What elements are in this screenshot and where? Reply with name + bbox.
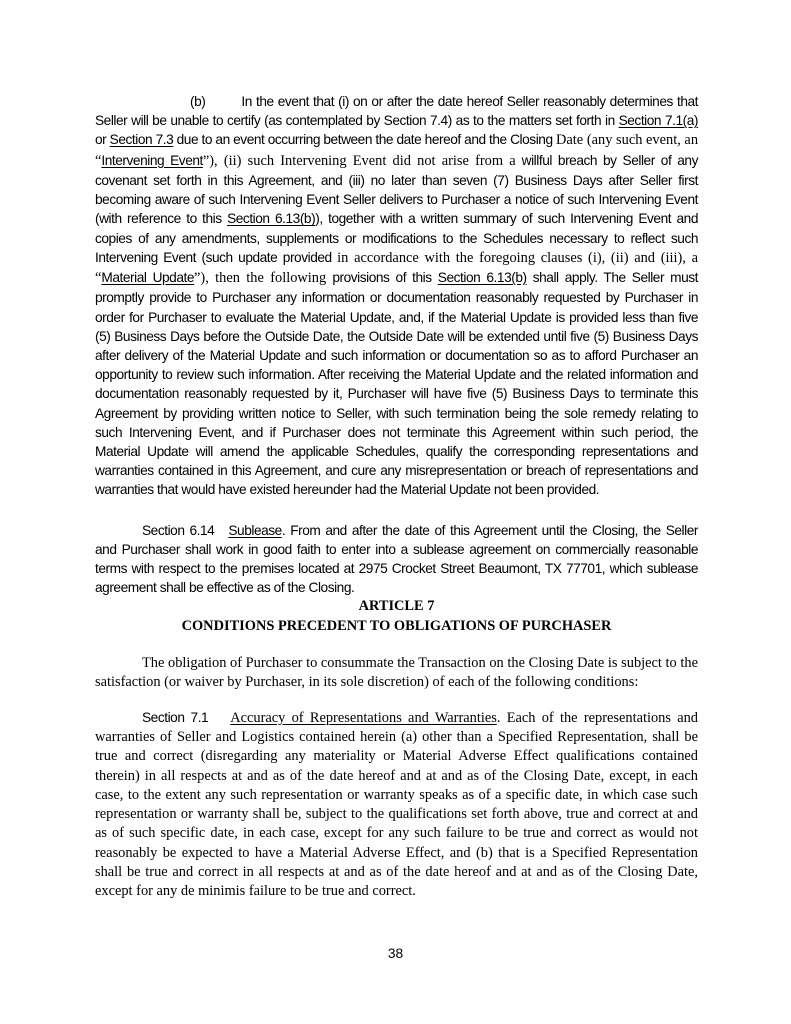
clause-label: (b) [190,94,206,109]
article-intro: The obligation of Purchaser to consummate the Transaction on the Closing Date is subject to the satisfaction (or waiver by Purchaser, in its sole discretion) of each of the following conditions: [95,655,698,691]
defined-term-material-update: Material Update [101,270,195,286]
paragraph-text: Date (any such event, an “ [95,132,699,169]
paragraph-text: willful breach by Seller of any covenant set forth in this Agreement, and (iii) no later than seven (7) Business Days after Seller first becoming aware of such Intervening Event Seller delivers to Purchaser a notice of such Intervening Event (with reference to this [95,152,698,227]
section-number: Section 6.14 [142,522,215,538]
page-number: 38 [387,946,404,961]
paragraph-text: shall apply. The Seller must promptly provide to Purchaser any information or documentation reasonably requested by Purchaser in order for Purchaser to evaluate the Material Update, and, if the Material Update is provided less than five (5) Business Days before the Outside Date, the Outside Date will be extended until five (5) Business Days after delivery of the Material Update and such information or documentation so as to afford Purchaser an opportunity to review such information. After receiving the Material Update and the related information and documentation reasonably requested by it, Purchaser will have five (5) Business Days to terminate this Agreement by providing written notice to Seller, with such termination being the sole remedy relating to such Intervening Event, and if Purchaser does not terminate this Agreement within such period, the Material Update will amend the applicable Schedules, qualify the corresponding representations and warranties contained in this Agreement, and cure any misrepresentation or breach of representations and warranties that would have existed hereunder had the Material Update not been provided. [95,270,699,498]
paragraph-section-7-1 [95,708,698,902]
article-number: ARTICLE 7 [358,598,435,615]
section-reference-7-3: Section 7.3 [109,132,174,148]
section-reference-6-13b: Section 6.13(b) [437,270,527,286]
paragraph-section-6-13b [95,92,698,500]
page-content [95,92,698,902]
section-title: Accuracy of Representations and Warranties [230,709,497,726]
paragraph-text: in accordance with the foregoing clauses (i), (ii) and (iii), a “ [95,249,698,287]
section-title: Sublease [228,522,282,538]
paragraph-text: ”), then the following [194,270,327,287]
paragraph-text: . From and after the date of this Agreement until the Closing, the Seller and Purchaser shall work in good faith to enter into a sublease agreement on commercially reasonable terms with respect to the premises located at 2975 Crocket Street Beaumont, TX 77701, which sublease agreement shall be effective as of the Closing. [95,522,698,596]
paragraph-text: provisions of this [326,270,438,286]
paragraph-text: . Each of the representations and warranties of Seller and Logistics contained herein (a) other than a Specified Representation, shall be true and correct (disregarding any materiality or Material Adverse Effect qualifications contained therein) in all respects at and as of the date hereof and at and as of the Closing Date, except, in each case, to the extent any such representation or warranty speaks as of a specific date, in which case such representation or warranty shall be, subject to the qualifications set forth above, true and correct at and as of such specific date, in each case, except for any such failure to be true and correct as would not reasonably be expected to have a Material Adverse Effect, and (b) that is a Specified Representation shall be true and correct in all respects at and as of the date hereof and at and as of the Closing Date, except for any de minimis failure to be true and correct. [95,709,698,900]
section-reference-7-1a: Section 7.1(a) [618,113,698,129]
defined-term-intervening-event: Intervening Event [101,152,203,168]
paragraph-text: due to an event occurring between the date hereof and the Closing [173,132,557,148]
paragraph-text: ), together with a written summary of such Intervening Event and copies of any amendments, supplements or modifications to the Schedules necessary to reflect such Intervening Event (such update provided [95,211,699,265]
paragraph-text: In the event that (i) on or after the date hereof Seller reasonably determines that Seller will be unable to certify (as contemplated by Section 7.4) as to the matters set forth in [95,94,698,129]
paragraph-section-6-14 [95,521,698,598]
section-reference-6-13b: Section 6.13(b) [227,211,316,227]
paragraph-text: or [95,132,110,148]
section-number: Section 7.1 [142,709,209,725]
article-title: CONDITIONS PRECEDENT TO OBLIGATIONS OF PURCHASER [181,617,612,634]
paragraph-text: ”), (ii) such Intervening Event did not arise from a [202,152,516,169]
